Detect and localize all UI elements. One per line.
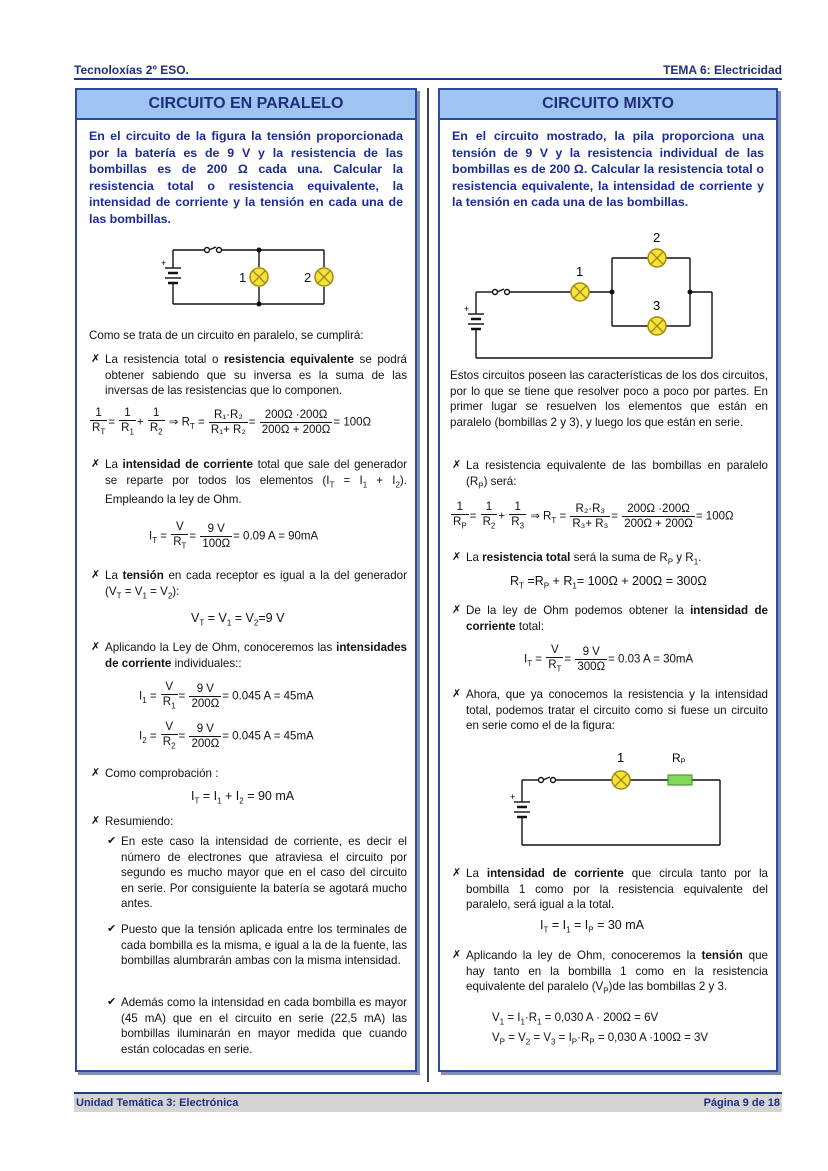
formula-total-resistance: $R_T =R_P + R_1= 100\Omega + 200\Omega = 300\Omega$ — [510, 574, 707, 591]
formula-total-current: $I_T$ = $\frac{V}{R_T}$ = $\frac{9 V}{100\Omega}$ = 0.09 A = 90mA — [149, 521, 319, 551]
svg-text:+: + — [161, 258, 167, 268]
bullet-series-current: ✗ La intensidad de corriente que circula tanto por la bombilla 1 como por la resistencia equivalente del paralelo, será igual a la total. — [452, 867, 768, 911]
formula-parallel-resistance: $\frac{1}{R_P}$ = $\frac{1}{R_2}$ + $\frac{1}{R_3}$ ⇒ $R_T$ = $\frac{\text{R₂·R₃}}{\text{R₃+ R₃}}$ = $\frac{200\Omega \cdot 200\Omega}{200\Omega + 200\Omega}$ = 100Ω — [453, 501, 734, 531]
bulb-2-icon — [648, 249, 666, 267]
bullet-voltage: ✗ La tensión en cada receptor es igual a la del generador $(V_T = V_1 = V_2)$: — [91, 569, 407, 600]
bulb-3-label: 3 — [653, 298, 661, 313]
bulb-2-label: 2 — [653, 230, 661, 245]
formula-total-current: $I_T$ = $\frac{V}{R_T}$ = $\frac{9 V}{300\Omega}$ = 0.03 A = 30mA — [524, 644, 694, 674]
bulb-1-icon — [250, 268, 268, 286]
bulb-1-icon — [612, 771, 630, 789]
section-title: CIRCUITO EN PARALELO — [77, 90, 415, 120]
intro-text: Estos circuitos poseen las características de los dos circuitos, por lo que se tiene que resolver poco a poco por partes. En primer lugar se resuelven los elementos que están en paralelo (bombillas 2 y 3), y luego los que están en serie. — [450, 369, 768, 429]
formula-voltage-p: $V_P = V_2 = V_3 = I_P\cdot R_P = 0,030$ A ·100Ω = 3V — [492, 1032, 709, 1047]
mixed-circuit-section — [438, 88, 778, 1072]
parallel-circuit-section — [75, 88, 417, 1072]
formula-parallel-resistance: $\frac{1}{R_T}$ = $\frac{1}{R_1}$ + $\frac{1}{R_2}$ ⇒ $R_T$ = $\frac{\text{R₁·R₂}}{\text{R₁+ R₂}}$ = $\frac{200\Omega \cdot 200\Omega}{200\Omega + 200\Omega}$ = 100Ω — [92, 407, 372, 437]
bullet-parallel-resistance: ✗ La resistencia equivalente de las bombillas en paralelo $(R_P)$ será: — [452, 459, 768, 490]
mixed-circuit-diagram — [462, 228, 722, 362]
summary-point-1: ✔ En este caso la intensidad de corriente, es decir el número de electrones que atraviesa el circuito por segundo es mucho mayor que en el caso del circuito en serie. Por consiguiente la batería se agotará mucho antes. — [107, 835, 407, 910]
bulb-1-label: 1 — [576, 264, 584, 279]
section-title: CIRCUITO MIXTO — [440, 90, 776, 120]
svg-text:+: + — [510, 792, 516, 802]
bullet-current: ✗ La intensidad de corriente total que sale del generador se reparte por todos los elementos $(I_T = I_1 + I_2)$. Empleando la ley de Ohm. — [91, 458, 408, 507]
bulb-3-icon — [648, 317, 666, 335]
formula-series-current: $I_T = I_1 = I_P = 30$ mA — [540, 918, 644, 935]
bullet-series-equivalent: ✗ Ahora, que ya conocemos la resistencia y la intensidad total, podemos tratar el circuito como si fuese un circuito en serie como el de la figura: — [452, 688, 768, 732]
bulb-2-label: 2 — [304, 270, 312, 285]
equivalent-series-diagram — [508, 750, 728, 850]
svg-text:+: + — [464, 304, 470, 314]
formula-check: $I_T = I_1 + I_2 = 90$ mA — [191, 789, 295, 806]
page-header — [74, 60, 782, 80]
bullet-voltages: ✗ Aplicando la ley de Ohm, conoceremos la tensión que hay tanto en la bombilla 1 como en la resistencia equivalente del paralelo $(V_P)de$ las bombillas 2 y 3. — [452, 949, 768, 996]
problem-statement: En el circuito mostrado, la pila proporciona una tensión de 9 V y la resistencia individual de las bombillas es de 200 Ω. Calcular la resistencia total o resistencia equivalente, la intensidad de corriente y la tensión en cada una de las bombillas. — [452, 129, 764, 209]
summary-point-3: ✔ Además como la intensidad en cada bombilla es mayor (45 mA) que en el circuito en serie (22,5 mA) las bombillas iluminarán en mayor medida que cuando están colocadas en serie. — [107, 996, 407, 1056]
bulb-1-label: 1 — [239, 270, 247, 285]
bullet-ohm-current: ✗ De la ley de Ohm podemos obtener la intensidad de corriente total: — [452, 604, 768, 633]
resistor-label: Rₚ — [672, 751, 686, 765]
header-course: Tecnoloxías 2º ESO. — [74, 63, 189, 77]
bullet-summary: ✗ Resumiendo: — [91, 815, 174, 828]
column-divider — [427, 88, 429, 1082]
formula-voltage: $V_T = V_1 = V_2=9$ V — [191, 611, 285, 628]
problem-statement: En el circuito de la figura la tensión proporcionada por la batería es de 9 V y la resistencia de las bombillas es de 200 Ω cada una. Calcular la resistencia total o resistencia equivalente, la intensidad de corriente y la tensión en cada una de las bombillas. — [89, 129, 403, 226]
formula-current-2: $I_2$ = $\frac{V}{R_2}$ = $\frac{9 V}{200\Omega}$ = 0.045 A = 45mA — [139, 721, 314, 751]
bulb-1-label: 1 — [617, 750, 625, 765]
bullet-total-resistance: ✗ La resistencia total o resistencia equivalente se podrá obtener sabiendo que su inversa es la suma de las inversas de las resistencias que lo componen. — [91, 353, 408, 397]
formula-current-1: $I_1$ = $\frac{V}{R_1}$ = $\frac{9 V}{200\Omega}$ = 0.045 A = 45mA — [139, 681, 314, 711]
summary-point-2: ✔ Puesto que la tensión aplicada entre los terminales de cada bombilla es la misma, e igual a la de la fuente, las bombillas alumbrarán ambas con la misma intensidad. — [107, 923, 407, 967]
intro-text: Como se trata de un circuito en paralelo, se cumplirá: — [89, 329, 364, 342]
footer-unit: Unidad Temática 3: Electrónica — [76, 1097, 239, 1109]
parallel-circuit-diagram — [159, 238, 339, 318]
formula-voltage-1: $V_1 = I_1\cdot R_1 = 0,030$ A · 200Ω = 6V — [492, 1012, 659, 1027]
page-footer — [74, 1092, 782, 1112]
bullet-total-resistance: ✗ La resistencia total será la suma de $R_P$ y $R_1$. — [452, 551, 702, 567]
bulb-1-icon — [571, 283, 589, 301]
bulb-2-icon — [315, 268, 333, 286]
bullet-individual-currents: ✗ Aplicando la Ley de Ohm, conoceremos las intensidades de corriente individuales:: — [91, 641, 407, 670]
bullet-check: ✗ Como comprobación : — [91, 767, 219, 780]
equivalent-resistor-icon — [668, 775, 692, 785]
header-topic: TEMA 6: Electricidad — [663, 63, 782, 77]
footer-page-number: Página 9 de 18 — [703, 1097, 780, 1109]
